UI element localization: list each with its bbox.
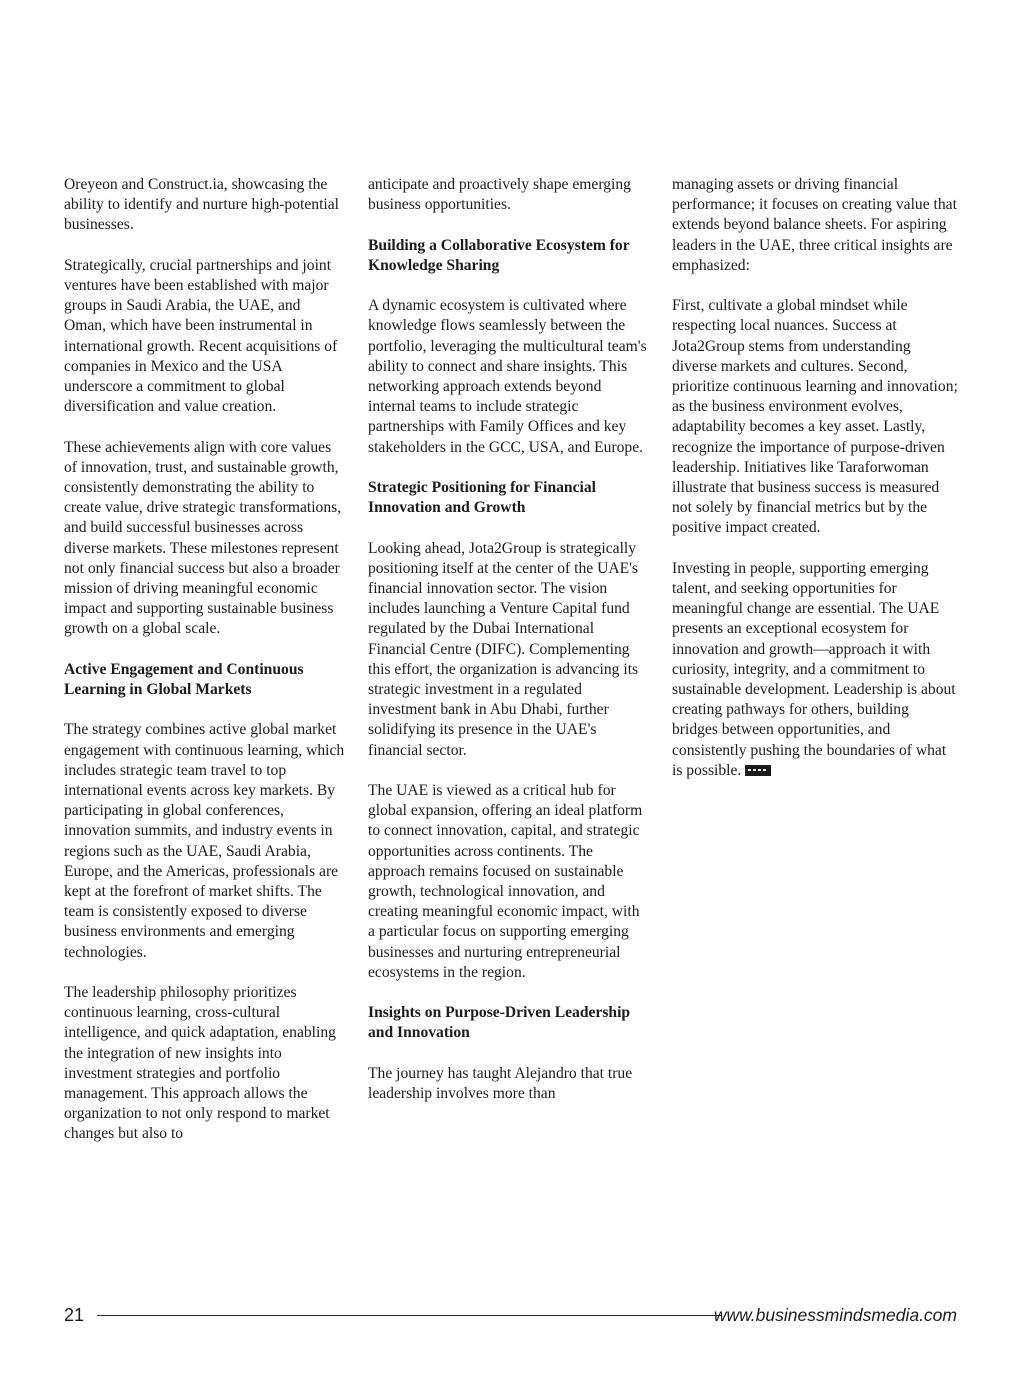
paragraph: The strategy combines active global market engagement with continuous learning, which includes strategic team travel to top international events across key markets. By participating in global conferences, innovation summits, and industry events in regions such as the UAE, Saudi Arabia, Europe, and the Americas, professionals are kept at the forefront of market shifts. The team is consistently exposed to diverse business environments and emerging technologies.	[64, 721, 345, 961]
paragraph: anticipate and proactively shape emerging business opportunities.	[368, 176, 631, 214]
paragraph: Looking ahead, Jota2Group is strategically positioning itself at the center of the UAE's financial innovation sector. The vision includes launching a Venture Capital fund regulated by the Dubai International Financial Centre (DIFC). Complementing this effort, the organization is advancing its strategic investment in a regulated investment bank in Abu Dhabi, further solidifying its presence in the UAE's financial sector.	[368, 539, 639, 759]
section-heading: Insights on Purpose-Driven Leadership and Innovation	[368, 1004, 631, 1042]
paragraph: The UAE is viewed as a critical hub for global expansion, offering an ideal platform to connect innovation, capital, and strategic opportunities across continents. The approach remains focused on sustainable growth, technological innovation, and creating meaningful economic impact, with a particular focus on supporting emerging businesses and nurturing entrepreneurial ecosystems in the region.	[368, 782, 643, 981]
website-url: www.businessmindsmedia.com	[713, 1305, 957, 1325]
paragraph: First, cultivate a global mindset while respecting local nuances. Success at Jota2Group stems from understanding diverse markets and cultures. Second, prioritize continuous learning and innovation; as the business environment evolves, adaptability becomes a key asset. Lastly, recognize the importance of purpose-driven leadership. Initiatives like Taraforwoman illustrate that business success is measured not solely by financial metrics but by the positive impact created.	[672, 297, 958, 537]
paragraph: Oreyeon and Construct.ia, showcasing the ability to identify and nurture high-potential businesses.	[64, 176, 339, 234]
article-column-2	[368, 175, 650, 1124]
article-column-1	[64, 175, 346, 1165]
article-column-3	[672, 175, 958, 801]
paragraph: Strategically, crucial partnerships and joint ventures have been established with major groups in Saudi Arabia, the UAE, and Oman, which have been instrumental in international growth. Recent acquisitions of companies in Mexico and the USA underscore a commitment to global diversification and value creation.	[64, 256, 338, 416]
paragraph: A dynamic ecosystem is cultivated where knowledge flows seamlessly between the portfolio, leveraging the multicultural team's ability to connect and share insights. This networking approach extends beyond internal teams to include strategic partnerships with Family Offices and key stakeholders in the GCC, USA, and Europe.	[368, 297, 647, 456]
paragraph: managing assets or driving financial performance; it focuses on creating value that extends beyond balance sheets. For aspiring leaders in the UAE, three critical insights are emphasized:	[672, 176, 957, 274]
section-heading: Active Engagement and Continuous Learning in Global Markets	[64, 660, 304, 699]
section-heading: Building a Collaborative Ecosystem for Knowledge Sharing	[368, 236, 630, 274]
footer-divider	[97, 1315, 721, 1316]
section-heading: Strategic Positioning for Financial Innovation and Growth	[368, 479, 596, 517]
paragraph-final	[672, 559, 958, 781]
page-footer	[64, 1303, 957, 1327]
paragraph-text: Investing in people, supporting emerging talent, and seeking opportunities for meaningful change are essential. The UAE presents an exceptional ecosystem for innovation and growth—approach it with curiosity, integrity, and a commitment to sustainable development. Leadership is about creating pathways for others, building bridges between opportunities, and consistently pushing the boundaries of what is possible.	[672, 559, 956, 779]
paragraph: The journey has taught Alejandro that true leadership involves more than	[368, 1064, 633, 1103]
article-end-mark-icon	[745, 765, 771, 776]
paragraph: These achievements align with core values of innovation, trust, and sustainable growth, consistently demonstrating the ability to create value, drive strategic transformations, and build successful businesses across diverse markets. These milestones represent not only financial success but also a broader mission of driving meaningful economic impact and supporting sustainable business growth on a global scale.	[64, 438, 342, 638]
page-number: 21	[64, 1305, 85, 1325]
paragraph: The leadership philosophy prioritizes continuous learning, cross-cultural intelligence, and quick adaptation, enabling the integration of new insights into investment strategies and portfolio management. This approach allows the organization to not only respond to market changes but also to	[64, 984, 336, 1143]
